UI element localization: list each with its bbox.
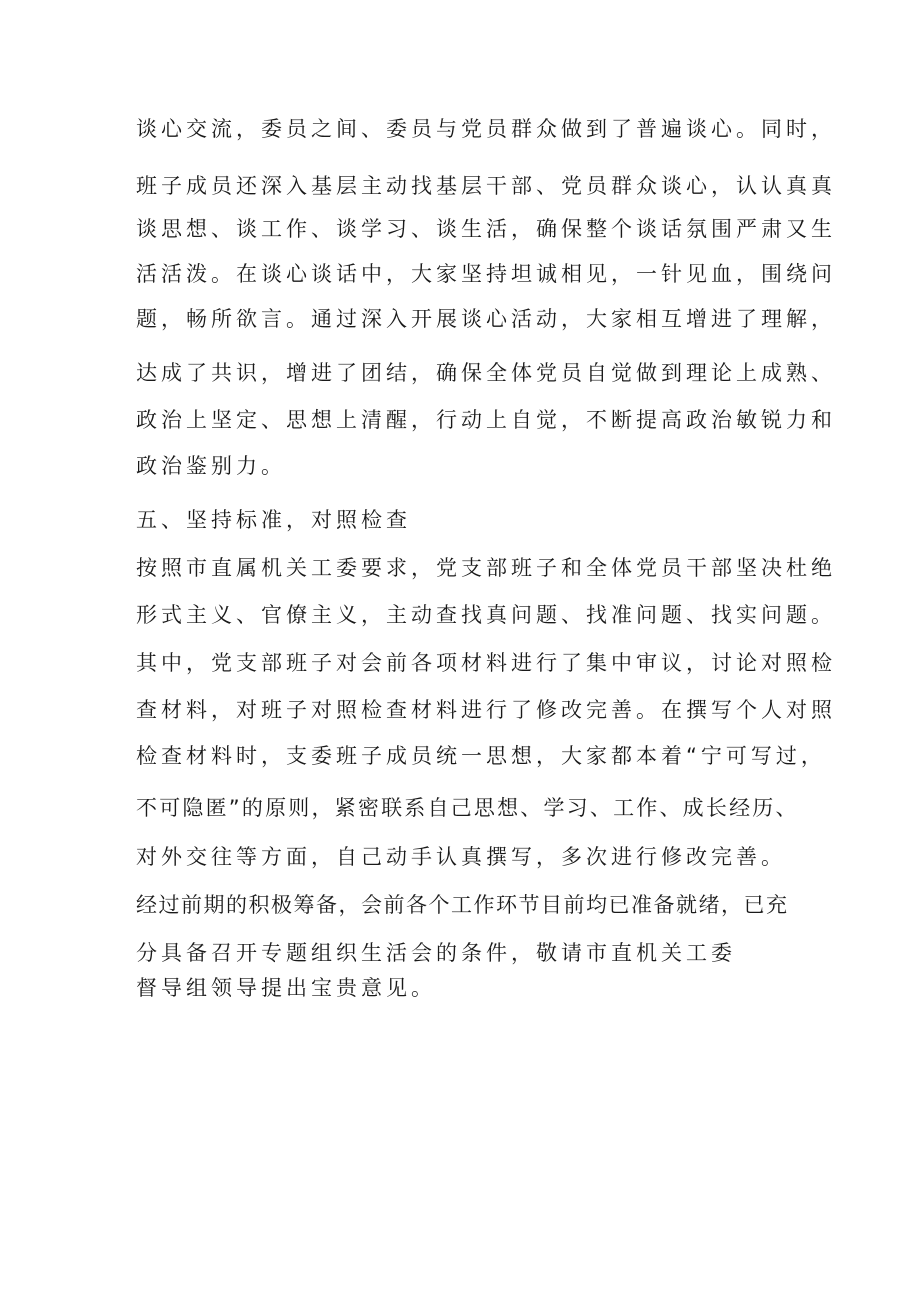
paragraph-line-17: 分具备召开专题组织生活会的条件，敬请市直机关工委: [136, 941, 736, 965]
paragraph-line-18: 督导组领导提出宝贵意见。: [136, 976, 436, 1000]
paragraph-line-11: 其中，党支部班子对会前各项材料进行了集中审议，讨论对照检: [136, 651, 836, 675]
paragraph-line-8: 政治鉴别力。: [136, 454, 286, 478]
paragraph-line-16: 经过前期的积极筹备，会前各个工作环节目前均已准备就绪，已充: [136, 893, 789, 917]
paragraph-line-6: 达成了共识，增进了团结，确保全体党员自觉做到理论上成熟、: [136, 361, 836, 385]
paragraph-line-9: 按照市直属机关工委要求，党支部班子和全体党员干部坚决杜绝: [136, 556, 836, 580]
paragraph-line-14: 不可隐匿”的原则，紧密联系自己思想、学习、工作、成长经历、: [136, 796, 799, 820]
paragraph-line-7: 政治上坚定、思想上清醒，行动上自觉，不断提高政治敏锐力和: [136, 408, 836, 432]
paragraph-line-4: 活活泼。在谈心谈话中，大家坚持坦诚相见，一针见血，围绕问: [136, 262, 836, 286]
paragraph-line-5: 题，畅所欲言。通过深入开展谈心活动，大家相互增进了理解，: [136, 307, 836, 331]
paragraph-line-12: 查材料，对班子对照检查材料进行了修改完善。在撰写个人对照: [136, 698, 836, 722]
paragraph-line-13: 检查材料时，支委班子成员统一思想，大家都本着“宁可写过，: [136, 744, 826, 768]
section-heading: 五、坚持标准，对照检查: [136, 508, 411, 532]
paragraph-line-2: 班子成员还深入基层主动找基层干部、党员群众谈心，认认真真: [136, 174, 836, 198]
paragraph-line-10: 形式主义、官僚主义，主动查找真问题、找准问题、找实问题。: [136, 603, 836, 627]
paragraph-line-3: 谈思想、谈工作、谈学习、谈生活，确保整个谈话氛围严肃又生: [136, 217, 836, 241]
paragraph-line-1: 谈心交流，委员之间、委员与党员群众做到了普遍谈心。同时，: [136, 117, 836, 141]
paragraph-line-15: 对外交往等方面，自己动手认真撰写，多次进行修改完善。: [136, 845, 786, 869]
